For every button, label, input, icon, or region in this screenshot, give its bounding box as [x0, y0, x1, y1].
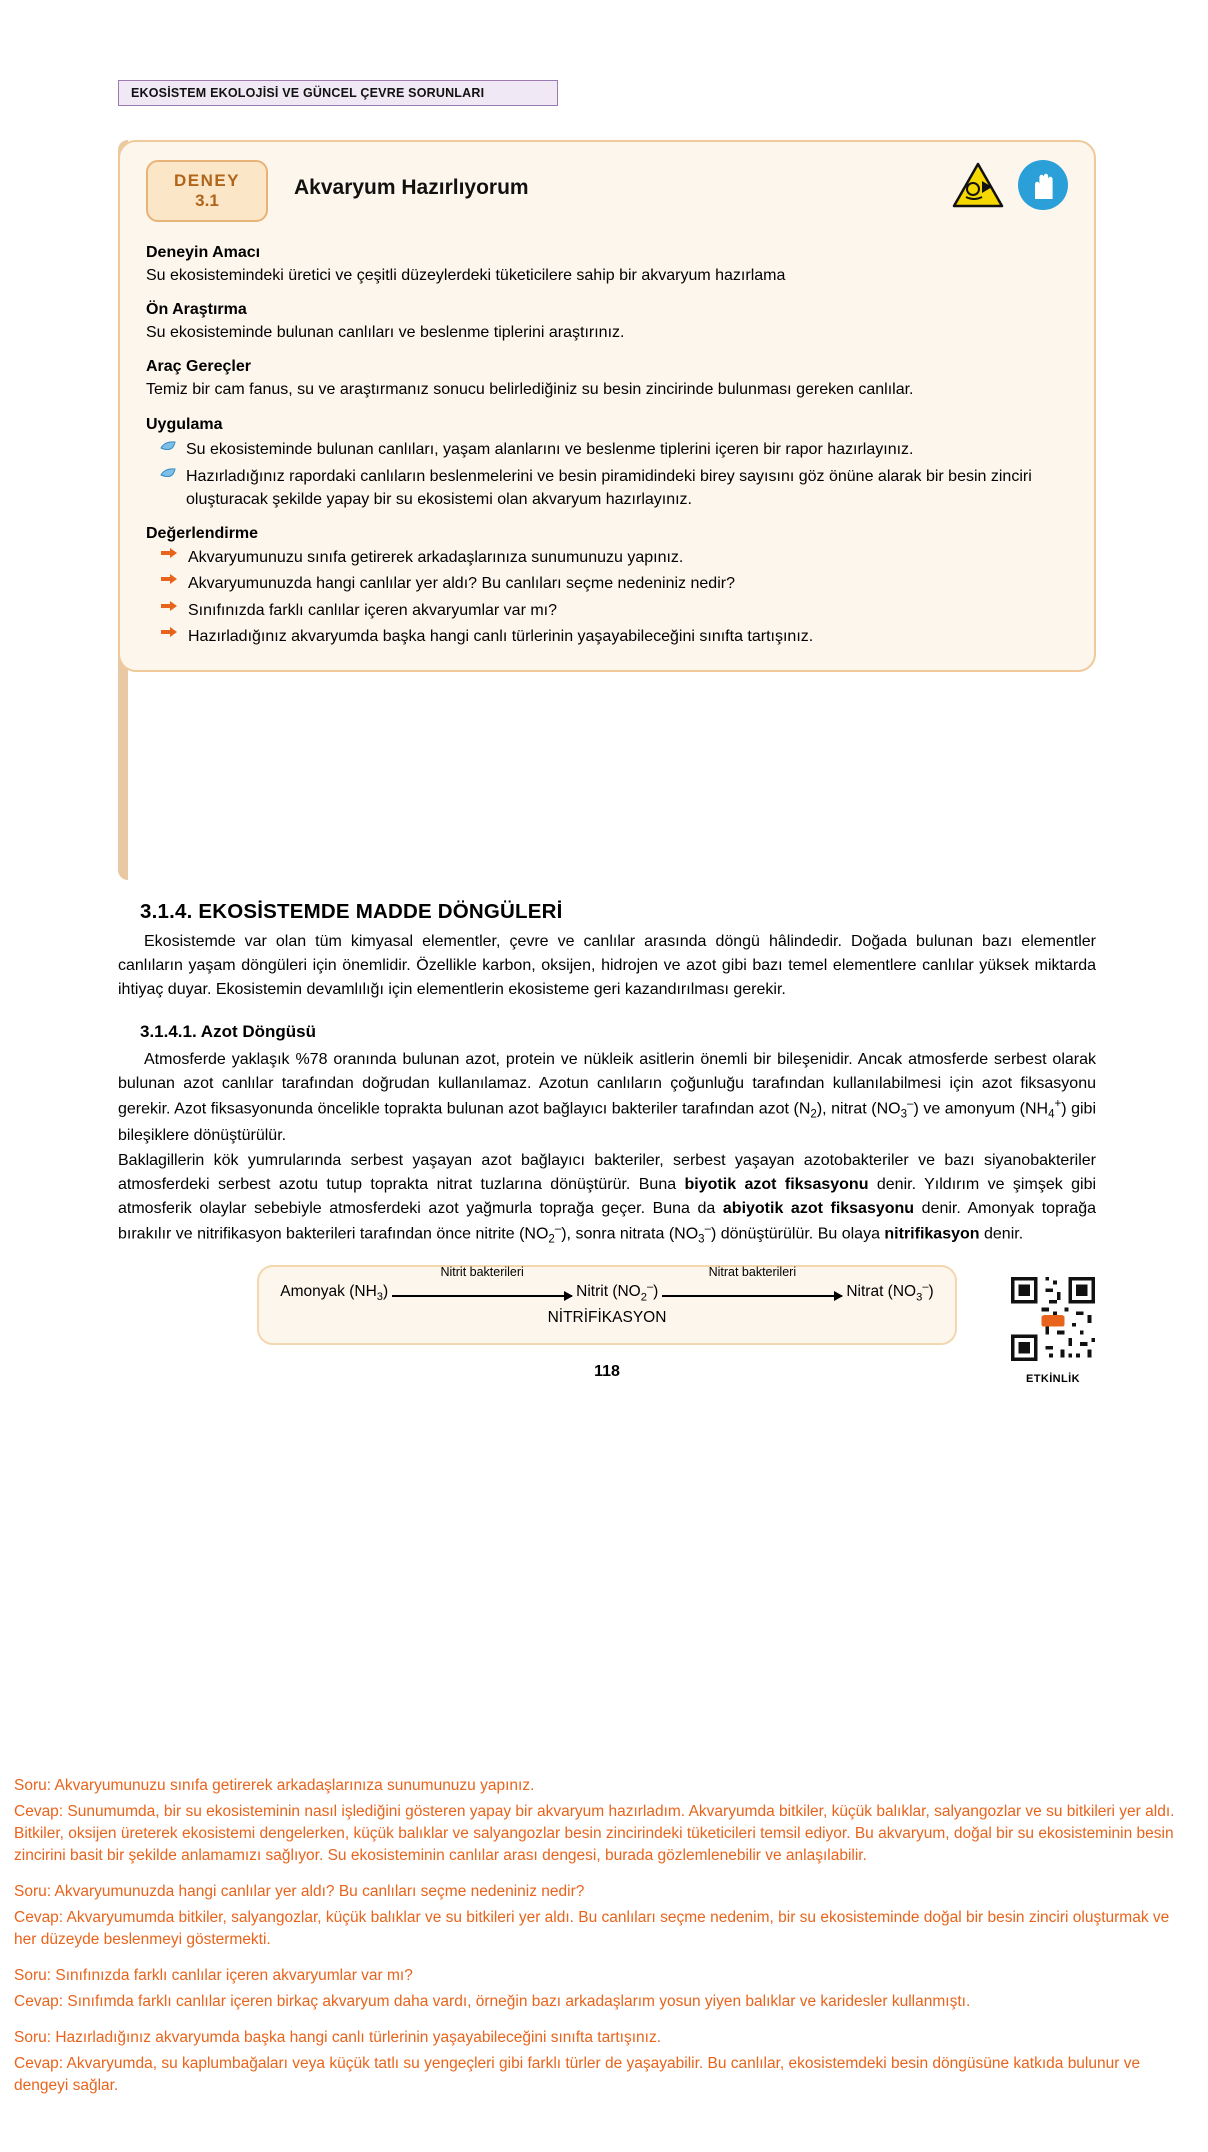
- arrow-bullet-icon: [160, 572, 178, 591]
- qa-question: Soru: Sınıfınızda farklı canlılar içeren akvaryumlar var mı?: [14, 1967, 413, 1984]
- experiment-icons: [952, 160, 1068, 210]
- degerlendirme-item: [146, 572, 1068, 595]
- qr-code-icon[interactable]: [1007, 1352, 1099, 1369]
- uygulama-item-text: Hazırladığınız rapordaki canlıların beslenmelerini ve besin piramidindeki birey sayısını göz önüne alarak bir besin zinciri oluşturacak şekilde yapay bir su ekosistemi olan akvaryum hazırlayınız.: [186, 467, 1032, 508]
- experiment-badge-number: 3.1: [195, 191, 219, 210]
- main-content: [118, 900, 1097, 1385]
- arrow-bullet-icon: [160, 546, 178, 565]
- reaction-caption: NİTRİFİKASYON: [547, 1308, 667, 1326]
- uygulama-item: [146, 465, 1068, 511]
- arrow-line: [662, 1295, 842, 1297]
- arrow-bullet-icon: [160, 599, 178, 618]
- experiment-section-heading: Ön Araştırma: [146, 301, 247, 319]
- uygulama-item-text: Su ekosisteminde bulunan canlıları, yaşam alanlarını ve beslenme tiplerini içeren bir rapor hazırlayınız.: [186, 440, 914, 458]
- experiment-section-on-arastirma: [146, 301, 1068, 344]
- reaction-arrow-2-label: Nitrat bakterileri: [708, 1264, 797, 1279]
- arrow-line: [392, 1295, 572, 1297]
- arrow-head-icon: [564, 1291, 573, 1301]
- qa-question: Soru: Akvaryumunuzda hangi canlılar yer aldı? Bu canlıları seçme nedeniniz nedir?: [14, 1883, 585, 1900]
- reaction-arrow-2: [662, 1264, 842, 1303]
- degerlendirme-item-text: Akvaryumunuzda hangi canlılar yer aldı? Bu canlıları seçme nedeniniz nedir?: [188, 575, 735, 593]
- experiment-box: [118, 140, 1096, 672]
- experiment-degerlendirme-heading: Değerlendirme: [146, 525, 259, 543]
- experiment-section-text: Su ekosisteminde bulunan canlıları ve beslenme tiplerini araştırınız.: [146, 324, 625, 342]
- experiment-section-text: Temiz bir cam fanus, su ve araştırmanız sonucu belirlediğiniz su besin zincirinde bulunması gereken canlılar.: [146, 381, 914, 399]
- reaction-compound-3: Nitrat $(NO_3^-)$: [846, 1280, 934, 1303]
- degerlendirme-item-text: Sınıfınızda farklı canlılar içeren akvaryumlar var mı?: [188, 601, 558, 619]
- chapter-title: EKOSİSTEM EKOLOJİSİ VE GÜNCEL ÇEVRE SORUNLARI: [131, 86, 485, 100]
- page-number: 118: [594, 1362, 620, 1380]
- chapter-banner: [118, 80, 558, 106]
- experiment-badge: [146, 160, 268, 222]
- experiment-uygulama-heading: Uygulama: [146, 415, 223, 433]
- arrow-bullet-icon: [160, 625, 178, 644]
- qr-block[interactable]: [1001, 1273, 1105, 1385]
- qa-answer: Cevap: Sunumumda, bir su ekosisteminin nasıl işlediğini gösteren yapay bir akvaryum hazırladım. Akvaryumda bitkiler, küçük balıklar, salyangozlar ve su bitkileri yer aldı. Bitkiler, oksijen üreterek ekosistemi dengelerken, küçük balıklar ve salyangozlar besin zincirindeki tüketicileri temsil ediyor. Bu akvaryum, doğal bir su ekosisteminin besin zincirini basit bir şekilde anlamamızı sağlıyor. Su ekosisteminin canlılar arası dengesi, burada gözlemlenebilir ve anlaşılabilir.: [14, 1803, 1175, 1864]
- biohazard-warning-icon: [952, 161, 1004, 209]
- reaction-compound-2: Nitrit $(NO_2^-)$: [576, 1280, 659, 1303]
- degerlendirme-item: [146, 599, 1068, 622]
- experiment-badge-label: DENEY: [173, 171, 241, 191]
- qa-answer: Cevap: Akvaryumda, su kaplumbağaları veya küçük tatlı su yengeçleri gibi farklı türler de yaşayabilir. Bu canlılar, ekosistemdeki besin döngüsüne katkıda bulunur ve dengeyi sağlar.: [14, 2055, 1141, 2094]
- subsection-title: 3.1.4.1. Azot Döngüsü: [140, 1022, 317, 1041]
- qa-question: Soru: Hazırladığınız akvaryumda başka hangi canlı türlerinin yaşayabileceğini sınıfta tartışınız.: [14, 2029, 662, 2046]
- uygulama-item: [146, 438, 1068, 461]
- reaction-arrow-1-label: Nitrit bakterileri: [440, 1264, 524, 1279]
- experiment-section-arac-gerecler: [146, 358, 1068, 401]
- safety-glove-icon: [1018, 160, 1068, 210]
- experiment-section-heading: Araç Gereçler: [146, 358, 251, 376]
- degerlendirme-item: [146, 625, 1068, 648]
- experiment-header: [146, 160, 1068, 230]
- degerlendirme-item-text: Hazırladığınız akvaryumda başka hangi canlı türlerinin yaşayabileceğini sınıfta tartışınız.: [188, 627, 814, 645]
- qa-transcript: [8, 1775, 1200, 2111]
- section-paragraph: Ekosistemde var olan tüm kimyasal elementler, çevre ve canlılar arasında döngü hâlindedir. Doğada bulunan bazı elementler canlıların yaşam döngüleri için önemlidir. Özellikle karbon, oksijen, hidrojen ve azot gibi bazı temel elementlere canlılar yüksek miktarda ihtiyaç duyar. Ekosistemin devamlılığı için elementlerin ekosisteme geri kazandırılması gerekir.: [118, 933, 1096, 998]
- reaction-compound-1: Amonyak $(NH_3)$: [280, 1282, 389, 1303]
- leaf-bullet-icon: [160, 441, 176, 460]
- experiment-section-text: Su ekosistemindeki üretici ve çeşitli düzeylerdeki tüketicilere sahip bir akvaryum hazırlama: [146, 267, 786, 284]
- paragraph-azot-2: Baklagillerin kök yumrularında serbest yaşayan azot bağlayıcı bakteriler, serbest yaşayan azotobakteriler ve bazı siyanobakteriler atmosferdeki serbest azotu tutup toprakta nitrat tuzlarına dönüştürür. Buna biyotik azot fiksasyonu denir. Yıldırım ve şimşek gibi atmosferik olaylar sebebiyle atmosferdeki azot yağmurla toprağa geçer. Buna da abiyotik azot fiksasyonu denir. Amonyak toprağa bırakılır ve nitrifikasyon bakterileri tarafından önce nitrite $(NO_2^-)$, sonra nitrata $(NO_3^-)$ dönüştürülür. Bu olaya nitrifikasyon denir.: [118, 1151, 1097, 1246]
- reaction-row: [277, 1264, 937, 1303]
- page-title: 3.1.4. EKOSİSTEMDE MADDE DÖNGÜLERİ: [140, 900, 563, 923]
- arrow-head-icon: [834, 1291, 843, 1301]
- qa-question: Soru: Akvaryumunuzu sınıfa getirerek arkadaşlarınıza sunumunuzu yapınız.: [14, 1777, 535, 1794]
- leaf-bullet-icon: [160, 468, 176, 487]
- experiment-section-heading: Deneyin Amacı: [146, 244, 261, 261]
- paragraph-azot-1: Atmosferde yaklaşık %78 oranında bulunan azot, protein ve nükleik asitlerin önemli bir bileşenidir. Ancak atmosferde serbest olarak bulunan azot canlılar tarafından doğrudan kullanılamaz. Azotun canlıların çoğunluğu tarafından kullanılabilmesi için azot fiksasyonu gerekir. Azot fiksasyonunda öncelikle toprakta bulunan azot bağlayıcı bakteriler tarafından azot $(N_2)$, nitrat $(NO_3^-)$ ve amonyum $(NH_4^+)$ gibi bileşiklere dönüştürülür.: [118, 1051, 1097, 1144]
- reaction-arrow-1: [392, 1264, 572, 1303]
- experiment-section-amac: [146, 244, 1068, 287]
- qa-answer: Cevap: Sınıfımda farklı canlılar içeren birkaç akvaryum daha vardı, örneğin bazı arkadaşlarım yosun yiyen balıklar ve karidesler kullanmıştı.: [14, 1993, 971, 2010]
- experiment-title: Akvaryum Hazırlıyorum: [294, 176, 529, 199]
- degerlendirme-item-text: Akvaryumunuzu sınıfa getirerek arkadaşlarınıza sunumunuzu yapınız.: [188, 549, 684, 567]
- qa-answer: Cevap: Akvaryumumda bitkiler, salyangozlar, küçük balıklar ve su bitkileri yer aldı. Bu canlıları seçme nedenim, bir su ekosisteminde doğal bir besin zinciri oluşturmak ve her düzeyde beslenmeyi göstermekti.: [14, 1909, 1170, 1948]
- degerlendirme-item: [146, 546, 1068, 569]
- qr-label: ETKİNLİK: [1026, 1372, 1080, 1385]
